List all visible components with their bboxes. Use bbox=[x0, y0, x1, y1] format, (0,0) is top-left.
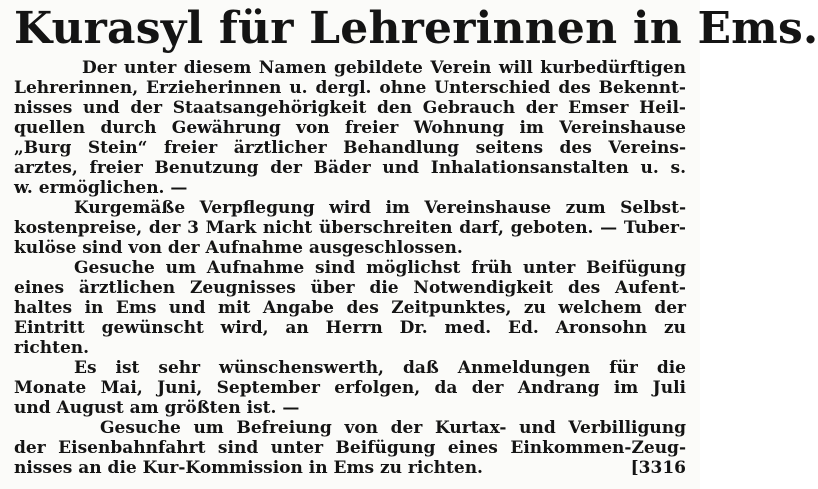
text-line: Eintritt gewünscht wird, an Herrn Dr. med. Ed. Aronsohn zu bbox=[14, 318, 686, 338]
text-line: quellen durch Gewährung von freier Wohnung im Vereinshause bbox=[14, 118, 686, 138]
text-line: kulöse sind von der Aufnahme ausgeschlossen. bbox=[14, 238, 463, 258]
text-line: nisses an die Kur-Kommission in Ems zu richten. bbox=[14, 458, 483, 478]
text-line: Es ist sehr wünschenswerth, daß Anmeldungen für die bbox=[74, 358, 686, 378]
text-line-last bbox=[14, 458, 686, 478]
text-line: der Eisenbahnfahrt sind unter Beifügung eines Einkommen-Zeug- bbox=[14, 438, 686, 458]
text-line: Der unter diesem Namen gebildete Verein will kurbedürftigen bbox=[82, 58, 686, 78]
text-line: haltes in Ems und mit Angabe des Zeitpunktes, zu welchem der bbox=[14, 298, 686, 318]
text-line: und August am größten ist. — bbox=[14, 398, 300, 418]
text-line: w. ermöglichen. — bbox=[14, 178, 188, 198]
text-line: kostenpreise, der 3 Mark nicht überschreiten darf, geboten. — Tuber- bbox=[14, 218, 686, 238]
text-line: Kurgemäße Verpflegung wird im Vereinshause zum Selbst- bbox=[74, 198, 686, 218]
text-line: Gesuche um Aufnahme sind möglichst früh unter Beifügung bbox=[74, 258, 686, 278]
text-line: Monate Mai, Juni, September erfolgen, da der Andrang im Juli bbox=[14, 378, 686, 398]
text-line: arztes, freier Benutzung der Bäder und Inhalationsanstalten u. s. bbox=[14, 158, 686, 178]
text-line: richten. bbox=[14, 338, 90, 358]
reference-number: [3316 bbox=[630, 458, 686, 478]
text-line: eines ärztlichen Zeugnisses über die Notwendigkeit des Aufent- bbox=[14, 278, 686, 298]
article-title: Kurasyl für Lehrerinnen in Ems. bbox=[14, 3, 818, 54]
text-line: „Burg Stein“ freier ärztlicher Behandlung seitens des Vereins- bbox=[14, 138, 686, 158]
text-line: nisses und der Staatsangehörigkeit den Gebrauch der Emser Heil- bbox=[14, 98, 686, 118]
text-line: Lehrerinnen, Erzieherinnen u. dergl. ohne Unterschied des Bekennt- bbox=[14, 78, 686, 98]
text-line: Gesuche um Befreiung von der Kurtax- und Verbilligung bbox=[100, 418, 686, 438]
